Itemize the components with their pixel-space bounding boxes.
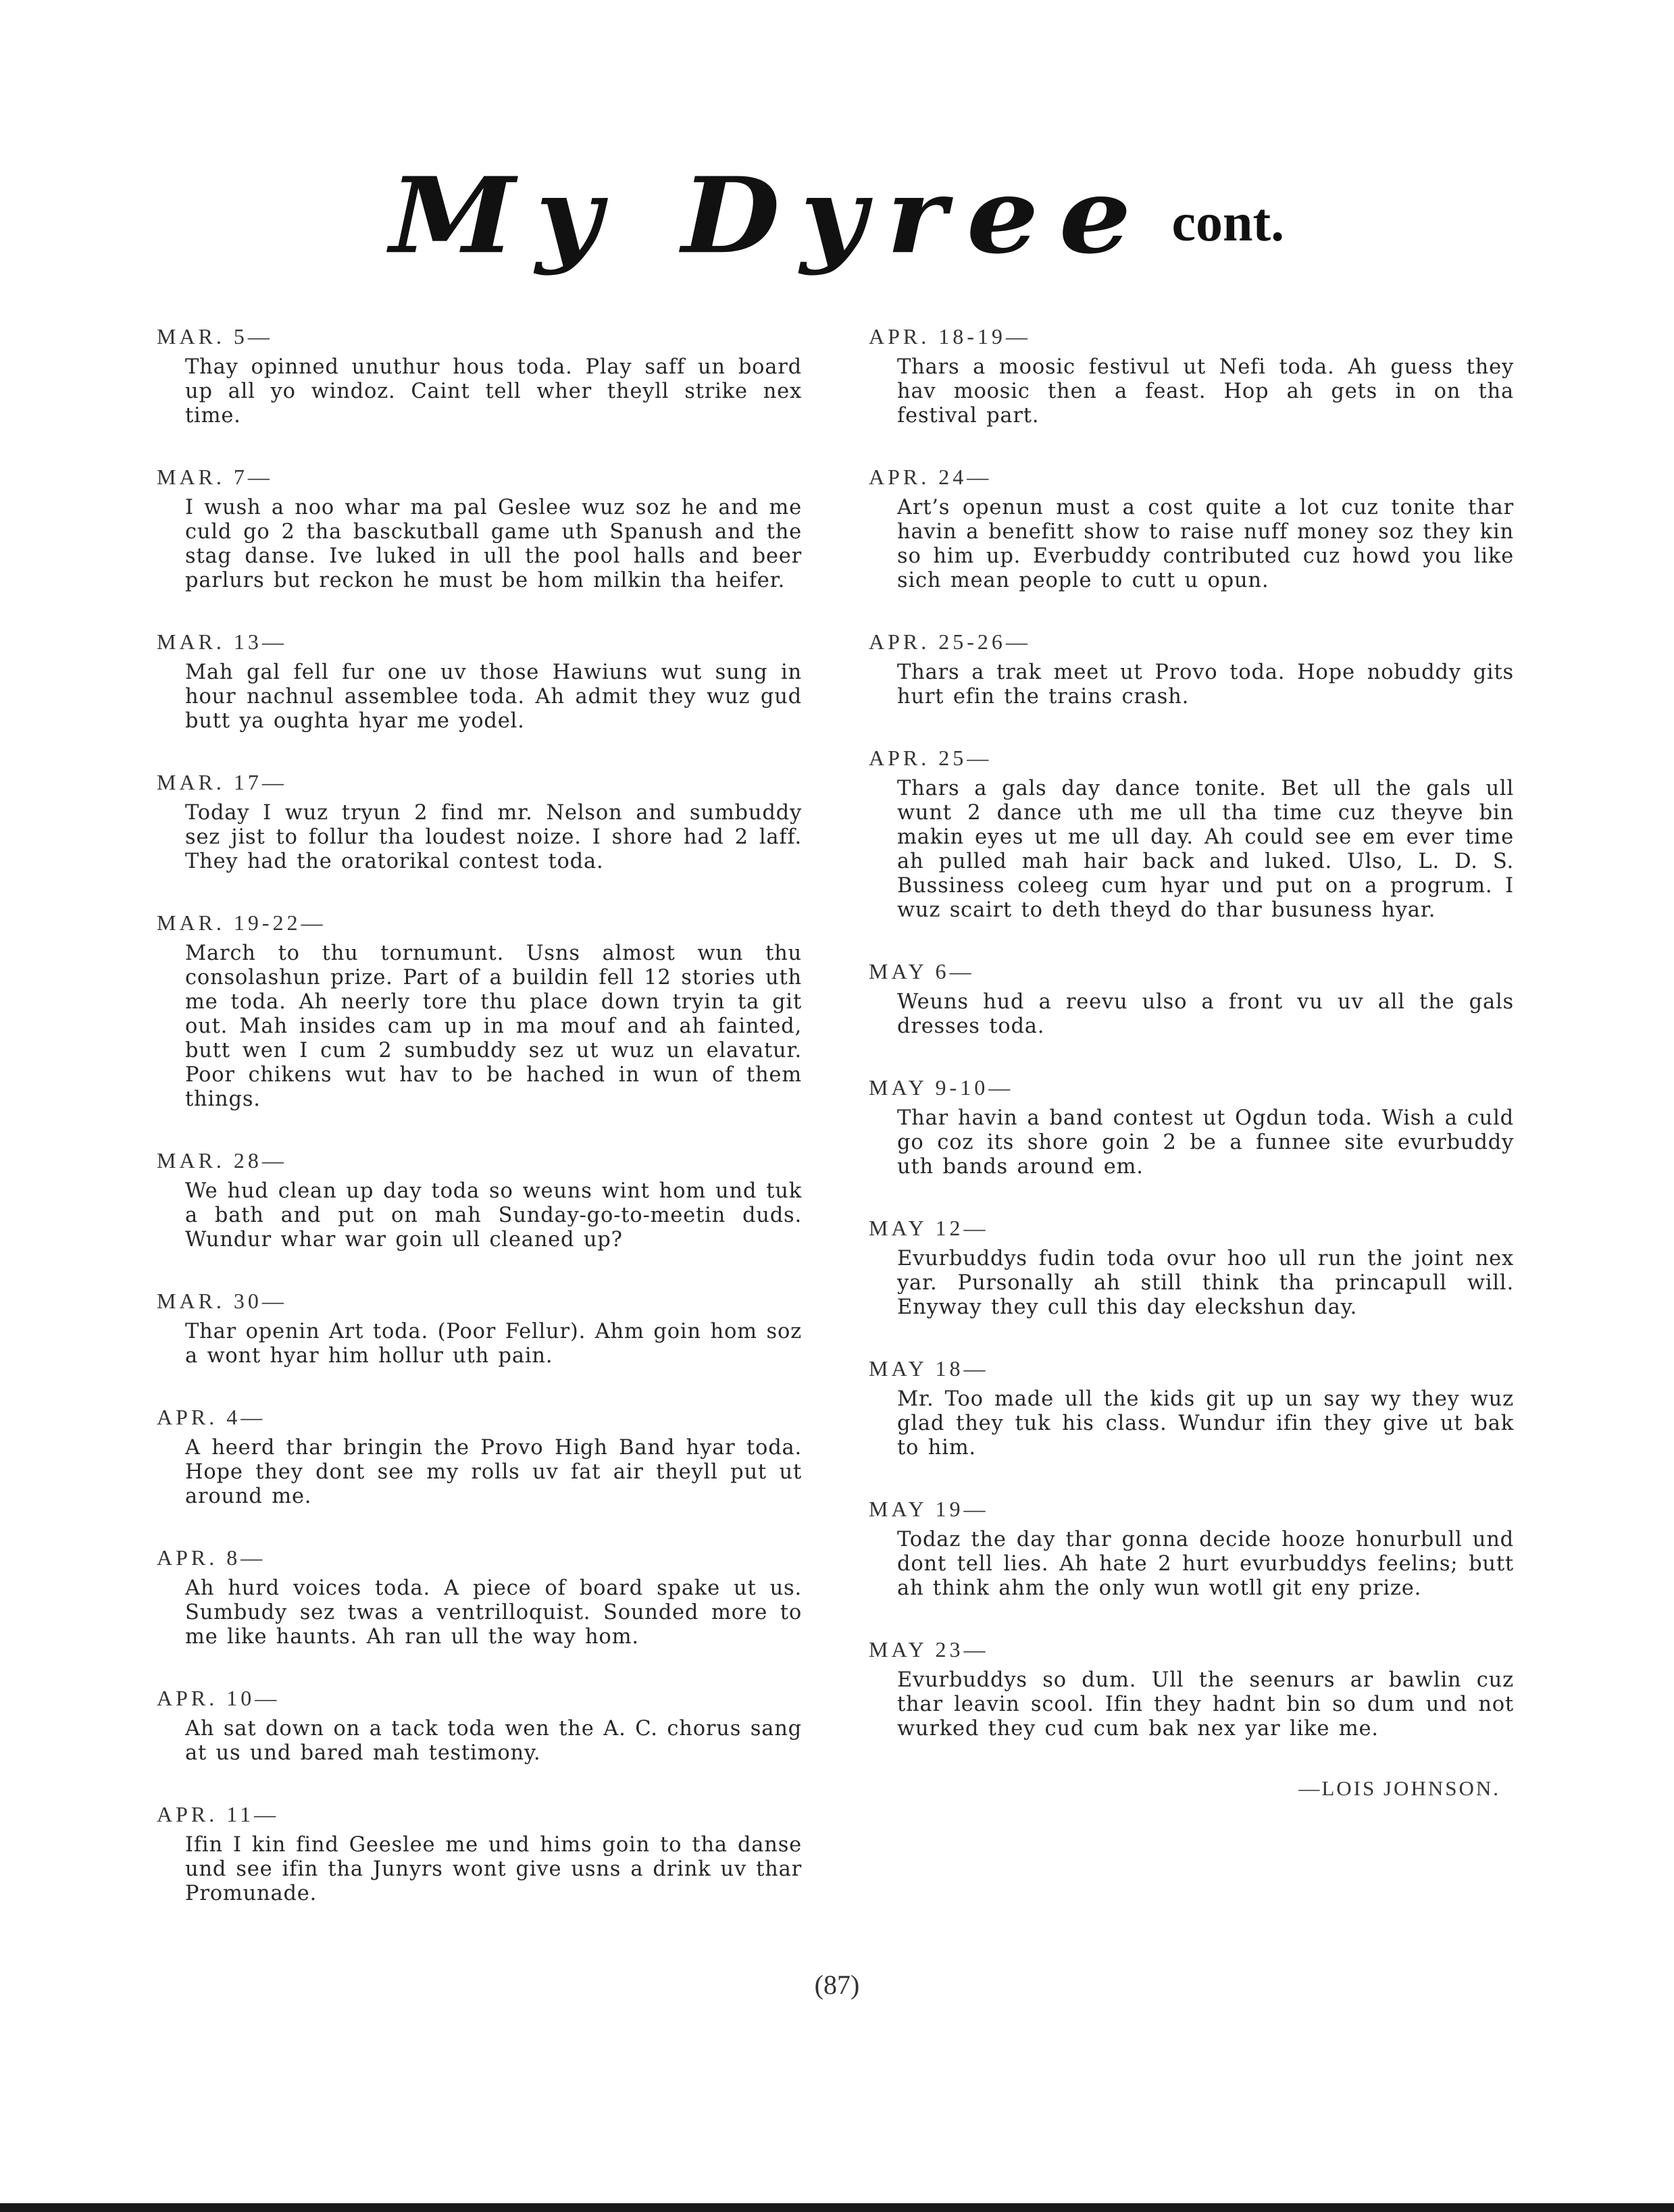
entry-text: Thars a moosic festivul ut Nefi toda. Ah guess they hav moosic then a feast. Hop ah gets in on tha festival part. xyxy=(897,355,1514,428)
diary-entry xyxy=(157,1684,802,1766)
entry-text: Thar havin a band contest ut Ogdun toda. Wish a culd go coz its shore goin 2 be a funnee site evurbuddy uth bands around em. xyxy=(897,1106,1514,1179)
diary-entry xyxy=(869,1636,1514,1741)
diary-entry xyxy=(157,909,802,1112)
right-column xyxy=(869,323,1514,1801)
entry-date: MAY 6— xyxy=(869,959,975,983)
entry-date: MAR. 13— xyxy=(157,629,287,654)
entry-date: MAR. 7— xyxy=(157,465,273,489)
entry-date: MAR. 30— xyxy=(157,1289,287,1313)
entry-date: APR. 10— xyxy=(157,1686,280,1710)
entry-date: APR. 25-26— xyxy=(869,629,1031,654)
entry-text: Todaz the day thar gonna decide hooze honurbull und dont tell lies. Ah hate 2 hurt evurbuddys feelins; butt ah think ahm the only wun wotll git eny prize. xyxy=(897,1528,1514,1600)
entry-text: Ifin I kin find Geeslee me und hims goin to tha danse und see ifin tha Junyrs wont give usns a drink uv thar Promunade. xyxy=(185,1833,802,1905)
diary-entry xyxy=(869,628,1514,709)
diary-entry xyxy=(869,1214,1514,1320)
page-number: (87) xyxy=(814,1970,860,2000)
diary-entry xyxy=(157,769,802,874)
entry-text: I wush a noo whar ma pal Geslee wuz soz he and me culd go 2 tha basckutball game uth Spanush and the stag danse. Ive luked in ull the pool halls and beer parlurs but reckon he must be hom milkin tha heifer. xyxy=(185,496,802,592)
entry-text: We hud clean up day toda so weuns wint hom und tuk a bath and put on mah Sunday-go-to-meetin duds. Wundur whar war goin ull cleaned up? xyxy=(185,1179,802,1252)
left-column xyxy=(157,323,802,1941)
entry-text: Ah hurd voices toda. A piece of board spake ut us. Sumbudy sez twas a ventrilloquist. Sounded more to me like haunts. Ah ran ull the way hom. xyxy=(185,1576,802,1649)
page-title xyxy=(0,149,1674,282)
diary-entry xyxy=(157,1544,802,1649)
diary-entry xyxy=(157,1801,802,1906)
entry-text: Evurbuddys so dum. Ull the seenurs ar bawlin cuz thar leavin scool. Ifin they hadnt bin so dum und not wurked they cud cum bak nex yar like me. xyxy=(897,1668,1514,1741)
diary-entry xyxy=(157,463,802,593)
entry-text: Weuns hud a reevu ulso a front vu uv all the gals dresses toda. xyxy=(897,990,1514,1038)
diary-entry xyxy=(869,463,1514,593)
entry-text: Thars a trak meet ut Provo toda. Hope nobuddy gits hurt efin the trains crash. xyxy=(897,661,1514,709)
entry-date: MAR. 17— xyxy=(157,770,287,794)
entry-text: A heerd thar bringin the Provo High Band hyar toda. Hope they dont see my rolls uv fat air theyll put ut around me. xyxy=(185,1436,802,1508)
diary-entry xyxy=(869,323,1514,428)
entry-text: Mr. Too made ull the kids git up un say wy they wuz glad they tuk his class. Wundur ifin they give ut bak to him. xyxy=(897,1387,1514,1460)
entry-text: Thay opinned unuthur hous toda. Play saff un board up all yo windoz. Caint tell wher theyll strike nex time. xyxy=(185,355,802,428)
diary-entry xyxy=(157,1147,802,1252)
entry-date: MAY 12— xyxy=(869,1216,989,1240)
diary-entry xyxy=(157,628,802,734)
entry-date: APR. 4— xyxy=(157,1405,266,1429)
entry-date: MAY 23— xyxy=(869,1637,989,1662)
entry-date: MAR. 5— xyxy=(157,324,273,349)
diary-entry xyxy=(157,1287,802,1368)
entry-text: Today I wuz tryun 2 find mr. Nelson and sumbuddy sez jist to follur tha loudest noize. I shore had 2 laff. They had the oratorikal contest toda. xyxy=(185,801,802,873)
diary-entry xyxy=(157,1404,802,1509)
entry-date: APR. 11— xyxy=(157,1802,280,1826)
diary-entry xyxy=(869,1355,1514,1460)
title-suffix: cont. xyxy=(1171,193,1285,253)
entry-text: Art’s openun must a cost quite a lot cuz tonite thar havin a benefitt show to raise nuff money soz they kin so him up. Everbuddy contributed cuz howd you like sich mean people to cutt u opun. xyxy=(897,496,1514,592)
entry-text: Thar openin Art toda. (Poor Fellur). Ahm goin hom soz a wont hyar him hollur uth pain. xyxy=(185,1320,802,1368)
entry-date: MAY 18— xyxy=(869,1356,989,1381)
diary-entry xyxy=(869,744,1514,923)
diary-entry xyxy=(869,1074,1514,1179)
entry-date: MAR. 19-22— xyxy=(157,910,326,935)
bottom-edge-rule xyxy=(0,2203,1674,2212)
entry-date: MAR. 28— xyxy=(157,1148,287,1173)
author-signature: —LOIS JOHNSON. xyxy=(1298,1776,1500,1800)
entry-text: Thars a gals day dance tonite. Bet ull the gals ull wunt 2 dance uth me ull tha time cuz theyve bin makin eyes ut me ull day. Ah could see em ever time ah pulled mah hair back and luked. Ulso, L. D. S. Bussiness coleeg cum hyar und put on a progrum. I wuz scairt to deth theyd do thar busuness hyar. xyxy=(897,777,1514,922)
diary-entry xyxy=(869,958,1514,1039)
entry-text: March to thu tornumunt. Usns almost wun thu consolashun prize. Part of a buildin fell 12 stories uth me toda. Ah neerly tore thu place down tryin ta git out. Mah insides cam up in ma mouf and ah fainted, butt wen I cum 2 sumbuddy sez ut wuz un elavatur. Poor chikens wut hav to be hached in wun of them things. xyxy=(185,942,802,1111)
entry-date: APR. 8— xyxy=(157,1545,266,1570)
diary-entry xyxy=(869,1495,1514,1601)
entry-date: MAY 9-10— xyxy=(869,1075,1014,1100)
diary-entry xyxy=(157,323,802,428)
entry-text: Ah sat down on a tack toda wen the A. C. chorus sang at us und bared mah testimony. xyxy=(185,1717,802,1765)
entry-date: MAY 19— xyxy=(869,1497,989,1521)
title-main: My Dyree xyxy=(389,153,1152,278)
entry-text: Evurbuddys fudin toda ovur hoo ull run the joint nex yar. Pursonally ah still think tha princapull will. Enyway they cull this day eleckshun day. xyxy=(897,1247,1514,1319)
entry-date: APR. 24— xyxy=(869,465,992,489)
entry-text: Mah gal fell fur one uv those Hawiuns wut sung in hour nachnul assemblee toda. Ah admit they wuz gud butt ya oughta hyar me yodel. xyxy=(185,661,802,733)
entry-date: APR. 18-19— xyxy=(869,324,1031,349)
entry-date: APR. 25— xyxy=(869,746,992,770)
